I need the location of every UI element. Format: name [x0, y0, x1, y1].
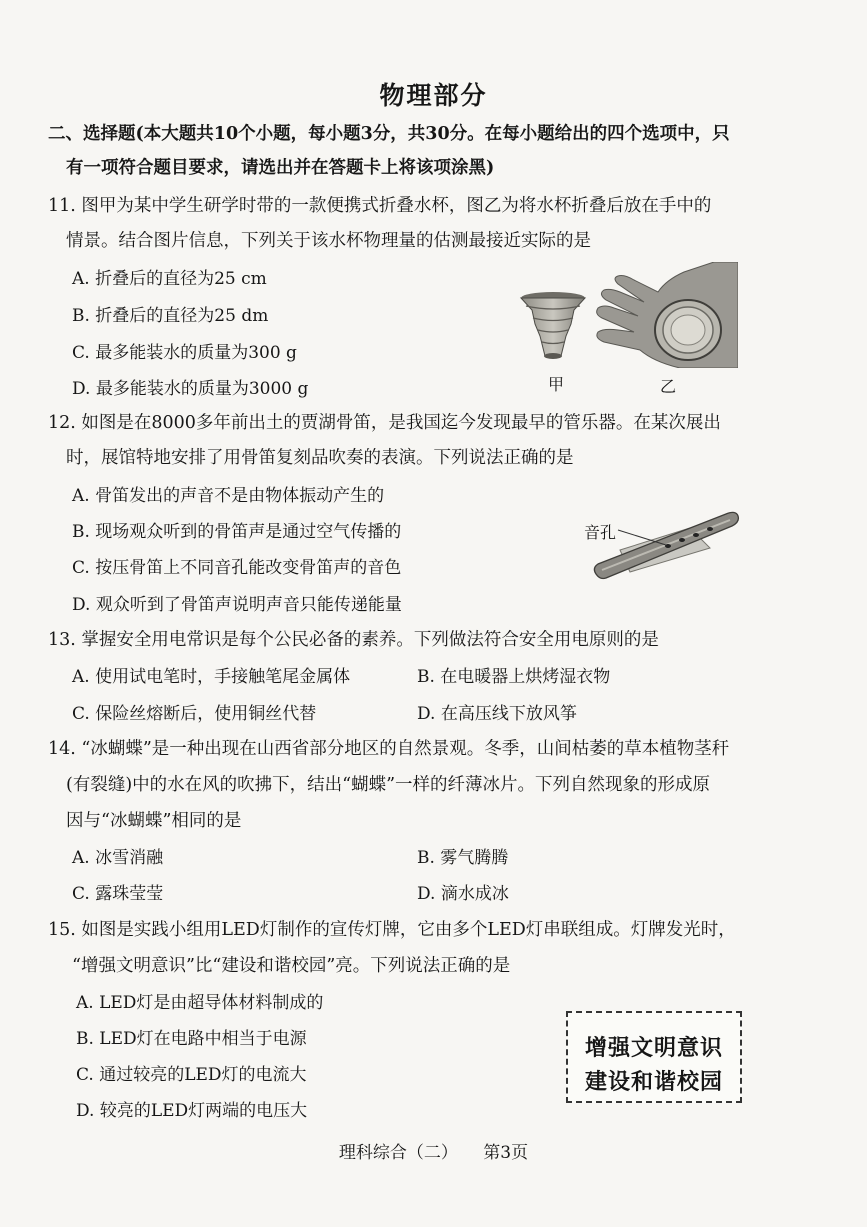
figure-label-yi: 乙: [660, 377, 677, 396]
bone-flute-figure: [590, 500, 740, 582]
q12-stem-line2: 时，展馆特地安排了用骨笛复刻品吹奏的表演。下列说法正确的是: [66, 448, 574, 468]
section-instruction-line1: 二、选择题(本大题共10个小题，每小题3分，共30分。在每小题给出的四个选项中，只: [48, 124, 730, 144]
q15-option-a: A. LED灯是由超导体材料制成的: [76, 993, 324, 1013]
q15-option-d: D. 较亮的LED灯两端的电压大: [76, 1101, 308, 1121]
q11-option-d: D. 最多能装水的质量为3000 g: [72, 379, 309, 399]
q11-stem-line1: 11. 图甲为某中学生研学时带的一款便携式折叠水杯，图乙为将水杯折叠后放在手中的: [48, 196, 712, 216]
q12-option-c: C. 按压骨笛上不同音孔能改变骨笛声的音色: [72, 558, 402, 578]
q13-option-a: A. 使用试电笔时，手接触笔尾金属体: [72, 667, 351, 687]
figure-label-sound-hole: 音孔: [584, 523, 617, 542]
q14-option-c: C. 露珠莹莹: [72, 884, 164, 904]
q14-option-a: A. 冰雪消融: [72, 848, 164, 868]
q11-stem-line2: 情景。结合图片信息，下列关于该水杯物理量的估测最接近实际的是: [66, 231, 591, 251]
page-title: 物理部分: [379, 81, 488, 110]
q14-stem-line3: 因与“冰蝴蝶”相同的是: [66, 811, 242, 831]
q14-stem-line1: 14. “冰蝴蝶”是一种出现在山西省部分地区的自然景观。冬季，山间枯萎的草本植物茎秆: [48, 739, 730, 759]
footer-page-number: 第3页: [483, 1143, 529, 1163]
q11-option-c: C. 最多能装水的质量为300 g: [72, 343, 297, 363]
q14-option-b: B. 雾气腾腾: [417, 848, 509, 868]
footer-subject: 理科综合（二）: [338, 1143, 458, 1163]
q13-option-b: B. 在电暖器上烘烤湿衣物: [417, 667, 611, 687]
q11-option-b: B. 折叠后的直径为25 dm: [72, 306, 269, 326]
page-footer: [0, 1138, 867, 1163]
q15-stem-line2: “增强文明意识”比“建设和谐校园”亮。下列说法正确的是: [72, 956, 511, 976]
q12-option-a: A. 骨笛发出的声音不是由物体振动产生的: [72, 486, 385, 506]
q12-option-b: B. 现场观众听到的骨笛声是通过空气传播的: [72, 522, 402, 542]
q15-option-c: C. 通过较亮的LED灯的电流大: [76, 1065, 307, 1085]
section-instruction-line2: 有一项符合题目要求，请选出并在答题卡上将该项涂黑): [66, 158, 495, 178]
q11-option-a: A. 折叠后的直径为25 cm: [72, 269, 267, 289]
q14-stem-line2: (有裂缝)中的水在风的吹拂下，结出“蝴蝶”一样的纤薄冰片。下列自然现象的形成原: [66, 775, 711, 795]
led-sign-figure: [566, 1011, 742, 1103]
led-sign-line2: 建设和谐校园: [584, 1070, 723, 1095]
q14-option-d: D. 滴水成冰: [417, 884, 509, 904]
q13-option-c: C. 保险丝熔断后，使用铜丝代替: [72, 704, 317, 724]
figure-label-jia: 甲: [548, 375, 565, 394]
q15-stem-line1: 15. 如图是实践小组用LED灯制作的宣传灯牌，它由多个LED灯串联组成。灯牌发光时，: [48, 920, 736, 940]
led-sign-line1: 增强文明意识: [584, 1036, 723, 1061]
q12-option-d: D. 观众听到了骨笛声说明声音只能传递能量: [72, 595, 402, 615]
q15-option-b: B. LED灯在电路中相当于电源: [76, 1029, 307, 1049]
folding-cup-figure: [518, 290, 588, 362]
hand-with-cup-figure: [594, 262, 738, 368]
q13-stem: 13. 掌握安全用电常识是每个公民必备的素养。下列做法符合安全用电原则的是: [48, 630, 659, 650]
q12-stem-line1: 12. 如图是在8000多年前出土的贾湖骨笛，是我国迄今发现最早的管乐器。在某次展出: [48, 413, 721, 433]
q13-option-d: D. 在高压线下放风筝: [417, 704, 577, 724]
